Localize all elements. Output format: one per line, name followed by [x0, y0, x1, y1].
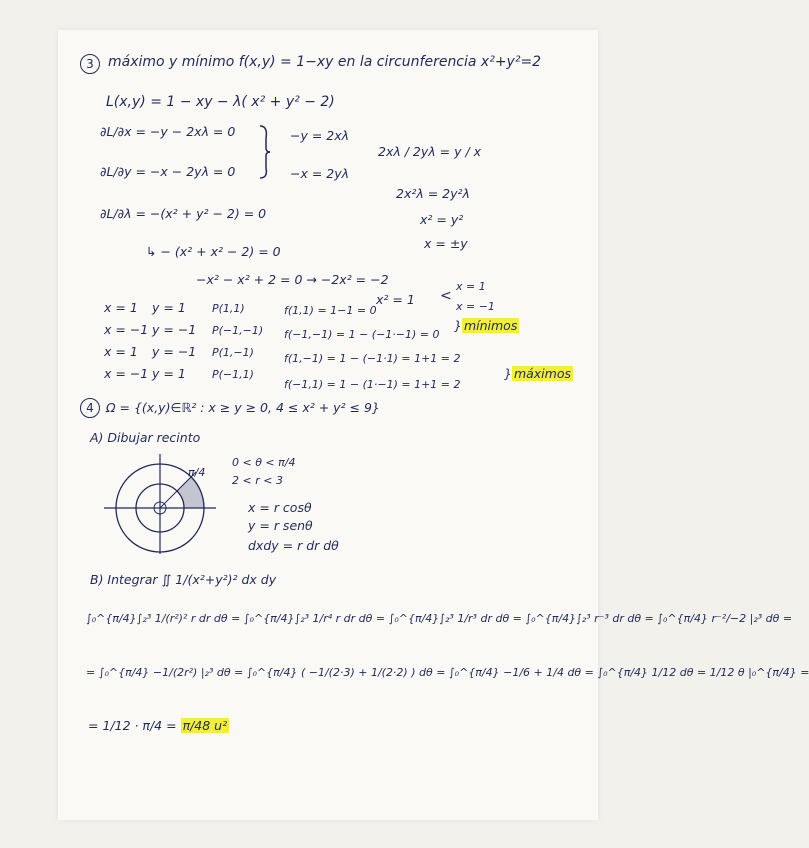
pt2-p: P(−1,−1): [212, 324, 264, 337]
x-squared-1: x² = 1: [376, 292, 415, 307]
pt1-f: f(1,1) = 1−1 = 0: [284, 304, 377, 317]
x-sq-eq-y-sq: x² = y²: [420, 212, 464, 227]
region-def: Ω = {(x,y)∈ℝ² : x ≥ y ≥ 0, 4 ≤ x² + y² ≤ 9}: [106, 400, 380, 415]
brace: [258, 124, 272, 180]
integral-line-2: = ∫₀^{π/4} −1/(2r²) |₂³ dθ = ∫₀^{π/4} ( −1/(2·3) + 1/(2·2) ) dθ = ∫₀^{π/4} −1/6 + 1/4 dθ = ∫₀^{π/4} 1/12 dθ = 1/12 θ |₀^{π/4} =: [86, 666, 809, 679]
x-eq-1: x = 1: [456, 280, 486, 293]
r-limits: 2 < r < 3: [232, 474, 283, 487]
eq1b: −y = 2xλ: [290, 128, 350, 143]
paper-sheet: [58, 30, 598, 820]
pt1-x: x = 1: [104, 300, 138, 315]
pt3-x: x = 1: [104, 344, 138, 359]
pt3-f: f(1,−1) = 1 − (−1·1) = 1+1 = 2: [284, 352, 461, 365]
part-a-label: A) Dibujar recinto: [90, 430, 201, 445]
region-diagram: [100, 448, 220, 558]
pt4-p: P(−1,1): [212, 368, 254, 381]
partial-lambda: ∂L/∂λ = −(x² + y² − 2) = 0: [100, 206, 267, 221]
y-polar: y = r senθ: [248, 518, 313, 533]
pt3-y: y = −1: [152, 344, 197, 359]
final-result: π/48 u²: [182, 718, 228, 733]
integral-line-3: = 1/12 · π/4 = π/48 u²: [88, 718, 228, 733]
problem-3-number: 3: [80, 54, 100, 74]
pt2-f: f(−1,−1) = 1 − (−1·−1) = 0: [284, 328, 440, 341]
branch: <: [440, 288, 452, 304]
part-b-label: B) Integrar ∬ 1/(x²+y²)² dx dy: [90, 572, 277, 587]
angle-pi-4: π/4: [188, 466, 206, 479]
pt2-y: y = −1: [152, 322, 197, 337]
partial-x: ∂L/∂x = −y − 2xλ = 0: [100, 124, 236, 139]
pt4-y: y = 1: [152, 366, 186, 381]
pt4-x: x = −1: [104, 366, 149, 381]
maximos-label: } máximos: [504, 366, 571, 381]
x-polar: x = r cosθ: [248, 500, 312, 515]
pt1-y: y = 1: [152, 300, 186, 315]
minimos-label: } mínimos: [454, 318, 518, 333]
solve-x: −x² − x² + 2 = 0 → −2x² = −2: [196, 272, 389, 287]
substitution: ↳ − (x² + x² − 2) = 0: [146, 244, 281, 259]
jacobian: dxdy = r dr dθ: [248, 538, 339, 553]
x-eq-minus-1: x = −1: [456, 300, 495, 313]
pt2-x: x = −1: [104, 322, 149, 337]
pt1-p: P(1,1): [212, 302, 245, 315]
lagrangian: L(x,y) = 1 − xy − λ( x² + y² − 2): [106, 94, 335, 110]
cross-mult: 2x²λ = 2y²λ: [396, 186, 470, 201]
partial-y: ∂L/∂y = −x − 2yλ = 0: [100, 164, 236, 179]
pt4-f: f(−1,1) = 1 − (1·−1) = 1+1 = 2: [284, 378, 461, 391]
theta-limits: 0 < θ < π/4: [232, 456, 296, 469]
problem-3-title: máximo y mínimo f(x,y) = 1−xy en la circunferencia x²+y²=2: [108, 54, 542, 70]
pt3-p: P(1,−1): [212, 346, 254, 359]
ratio: 2xλ / 2yλ = y / x: [378, 144, 482, 159]
eq2b: −x = 2yλ: [290, 166, 350, 181]
problem-4-number: 4: [80, 398, 100, 418]
x-pm-y: x = ±y: [424, 236, 468, 251]
integral-line-1: ∫₀^{π/4}∫₂³ 1/(r²)² r dr dθ = ∫₀^{π/4}∫₂³ 1/r⁴ r dr dθ = ∫₀^{π/4}∫₂³ 1/r³ dr dθ = ∫₀^{π/4}∫₂³ r⁻³ dr dθ = ∫₀^{π/4} r⁻²/−2 |₂³ dθ =: [86, 612, 793, 625]
